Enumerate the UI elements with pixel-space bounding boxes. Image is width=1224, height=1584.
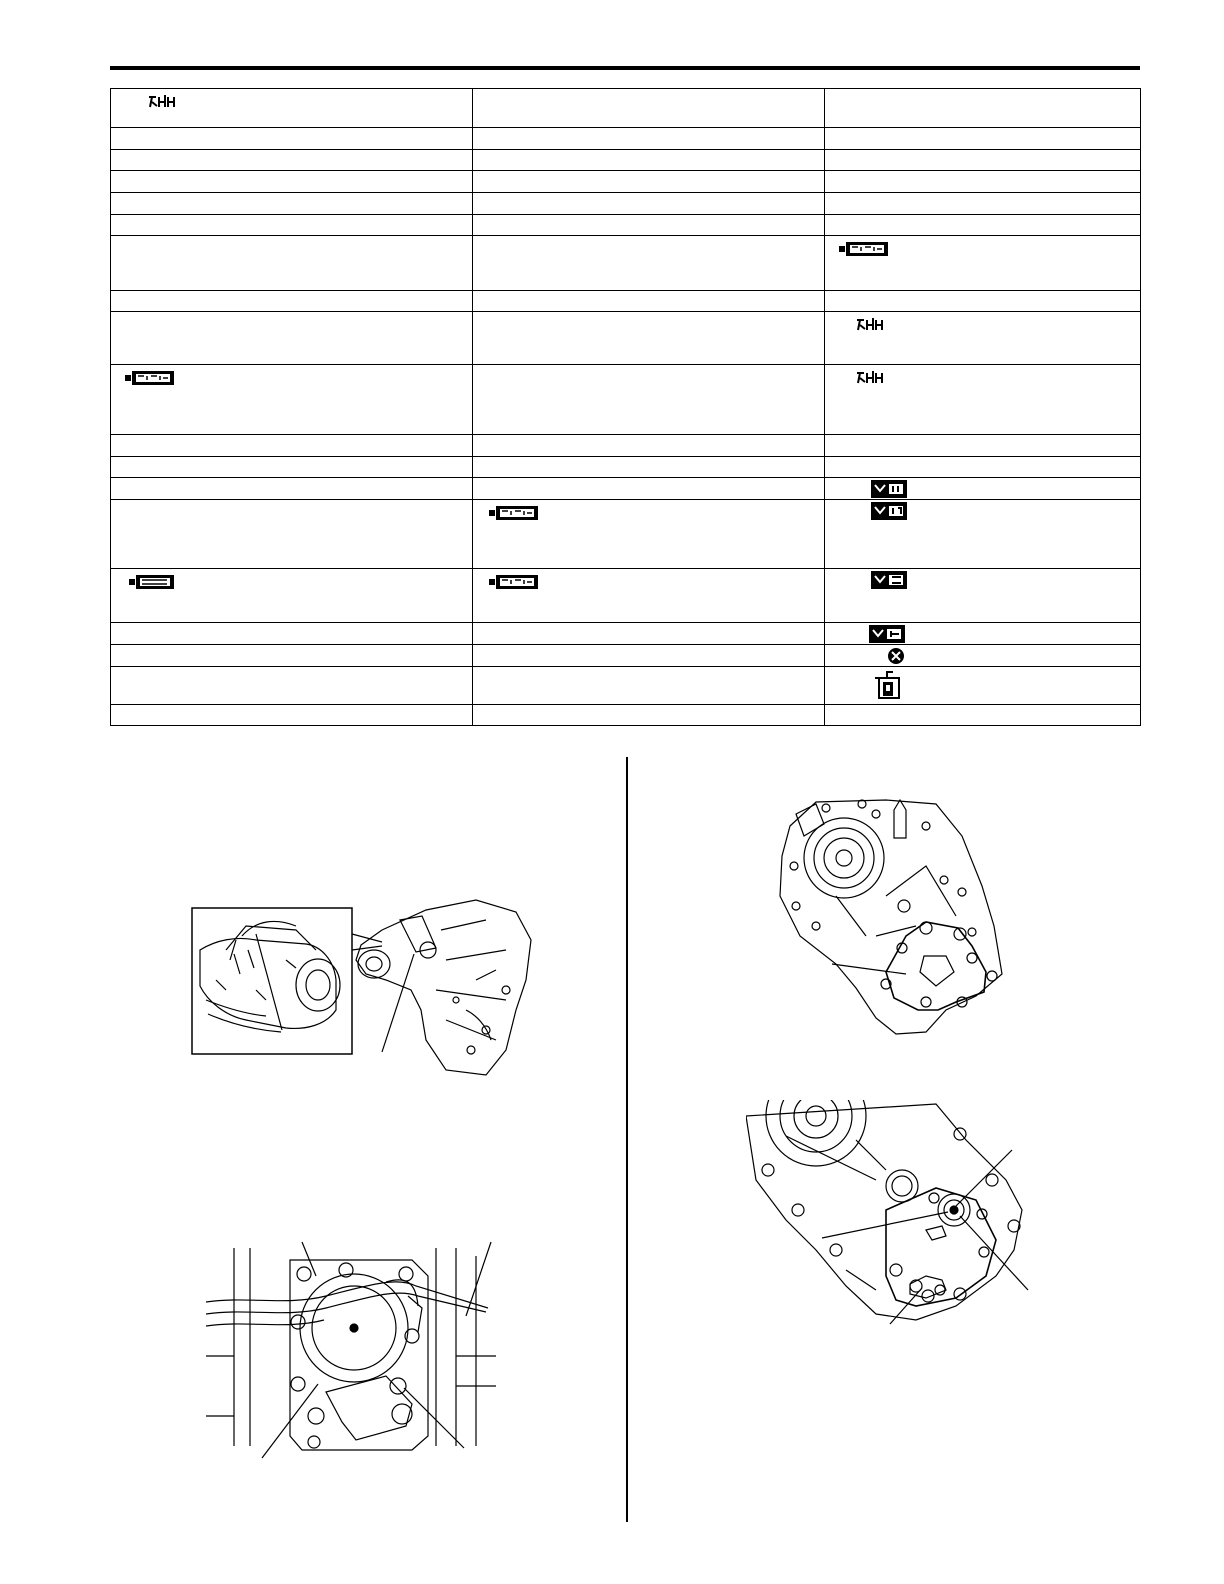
table-row xyxy=(111,365,1141,435)
table-row xyxy=(111,312,1141,365)
table-row xyxy=(111,645,1141,667)
torque-spec-icon xyxy=(855,369,883,387)
grease-gun-icon xyxy=(873,670,903,700)
table-row xyxy=(111,569,1141,623)
figure-wire-clamp-detail xyxy=(186,890,538,1082)
table-row xyxy=(111,215,1141,236)
table-row xyxy=(111,193,1141,215)
table-row xyxy=(111,236,1141,291)
figure-transfer-front-cover xyxy=(206,1236,496,1464)
oil-can-icon xyxy=(871,480,907,498)
table-row xyxy=(111,89,1141,128)
table-row xyxy=(111,150,1141,171)
table-row xyxy=(111,667,1141,705)
oil-can-icon xyxy=(871,571,907,589)
table-row xyxy=(111,435,1141,457)
figure-transfer-case-cover xyxy=(776,796,1010,1046)
sealant-tube-icon xyxy=(839,240,889,258)
torque-spec-icon xyxy=(147,93,175,111)
header-rule xyxy=(110,66,1140,70)
table-row xyxy=(111,128,1141,150)
sealant-tube-icon xyxy=(489,504,539,522)
sealant-tube-icon xyxy=(489,573,539,591)
table-row xyxy=(111,705,1141,726)
oil-can-icon xyxy=(869,625,905,643)
figure-oil-pump-cover xyxy=(746,1100,1036,1336)
torque-spec-icon xyxy=(855,316,883,334)
table-row xyxy=(111,500,1141,569)
column-divider xyxy=(626,757,628,1522)
table-row xyxy=(111,478,1141,500)
do-not-reuse-icon xyxy=(887,647,905,665)
table-row xyxy=(111,457,1141,478)
sealant-tube-icon xyxy=(125,369,175,387)
table-row xyxy=(111,291,1141,312)
thread-lock-tube-icon xyxy=(129,573,175,591)
spec-table xyxy=(110,88,1141,726)
table-row xyxy=(111,171,1141,193)
oil-can-icon xyxy=(871,502,907,520)
table-row xyxy=(111,623,1141,645)
